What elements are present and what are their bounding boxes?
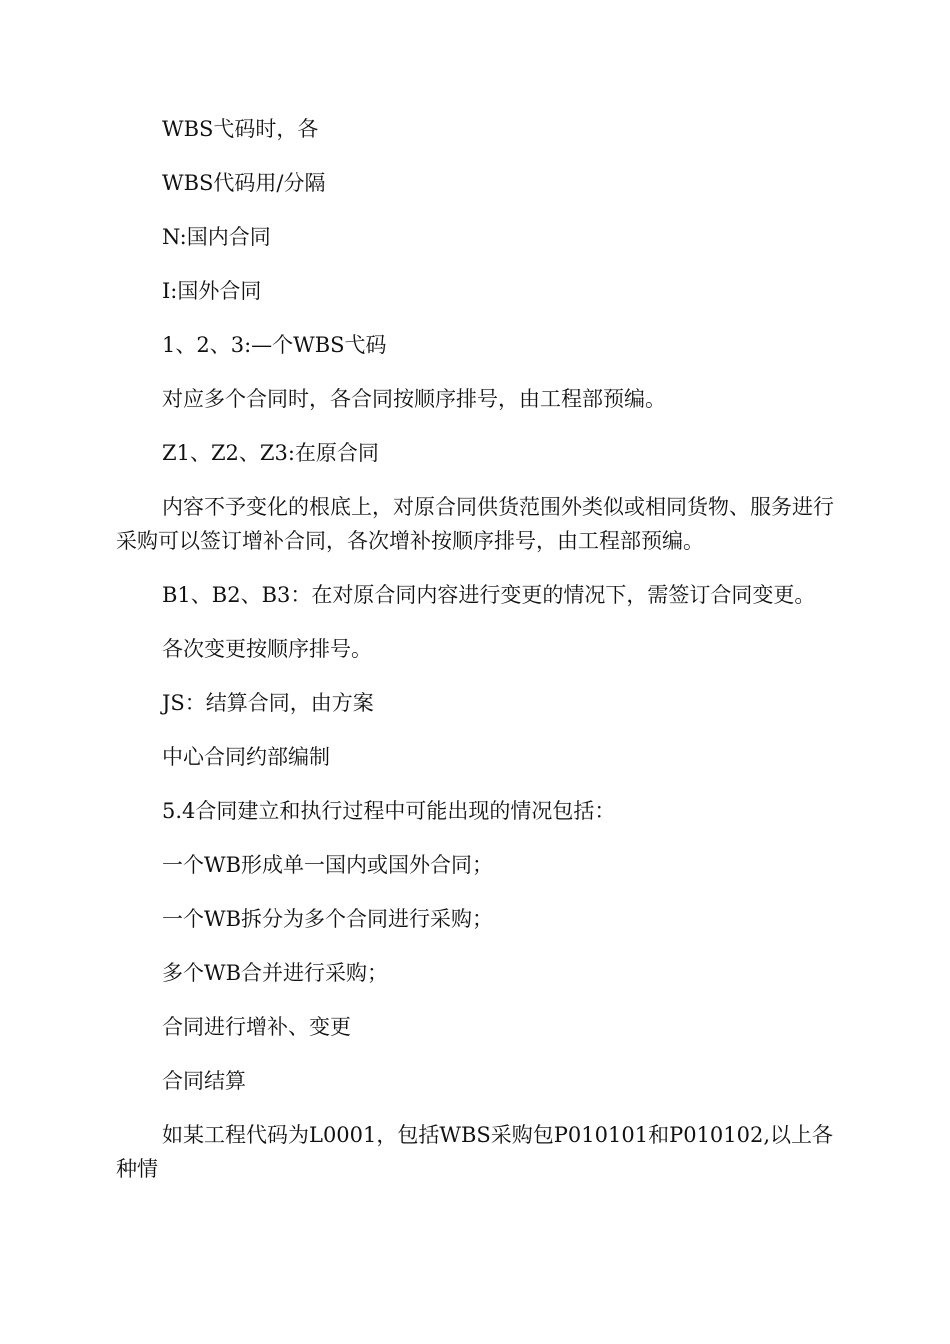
document-body xyxy=(116,112,836,1206)
paragraph: 一个WB形成单一国内或国外合同； xyxy=(162,853,494,877)
paragraph: JS：结算合同，由方案 xyxy=(162,691,374,715)
paragraph: 各次变更按顺序排号。 xyxy=(162,637,372,661)
paragraph: WBS弋码时，各 xyxy=(162,117,319,141)
paragraph: 多个WB合并进行采购； xyxy=(162,961,389,985)
paragraph: I:国外合同 xyxy=(162,279,262,303)
paragraph: 如某工程代码为L0001，包括WBS采购包P010101和P010102,以上各种情 xyxy=(116,1123,834,1181)
paragraph: WBS代码用/分隔 xyxy=(162,171,326,195)
paragraph: 5.4合同建立和执行过程中可能出现的情况包括： xyxy=(162,799,616,823)
paragraph: 中心合同约部编制 xyxy=(162,745,330,769)
paragraph: N:国内合同 xyxy=(162,225,271,249)
paragraph: 合同进行增补、变更 xyxy=(162,1015,351,1039)
paragraph: 对应多个合同时，各合同按顺序排号，由工程部预编。 xyxy=(162,387,666,411)
paragraph: 1、2、3:—个WBS弋码 xyxy=(162,333,387,357)
paragraph: 内容不予变化的根底上，对原合同供货范围外类似或相同货物、服务进行采购可以签订增补合同，各次增补按顺序排号，由工程部预编。 xyxy=(116,495,834,553)
paragraph: 合同结算 xyxy=(162,1069,246,1093)
paragraph: 一个WB拆分为多个合同进行采购； xyxy=(162,907,494,931)
paragraph: B1、B2、B3：在对原合同内容进行变更的情况下，需签订合同变更。 xyxy=(162,583,816,607)
paragraph: Z1、Z2、Z3:在原合同 xyxy=(162,441,379,465)
